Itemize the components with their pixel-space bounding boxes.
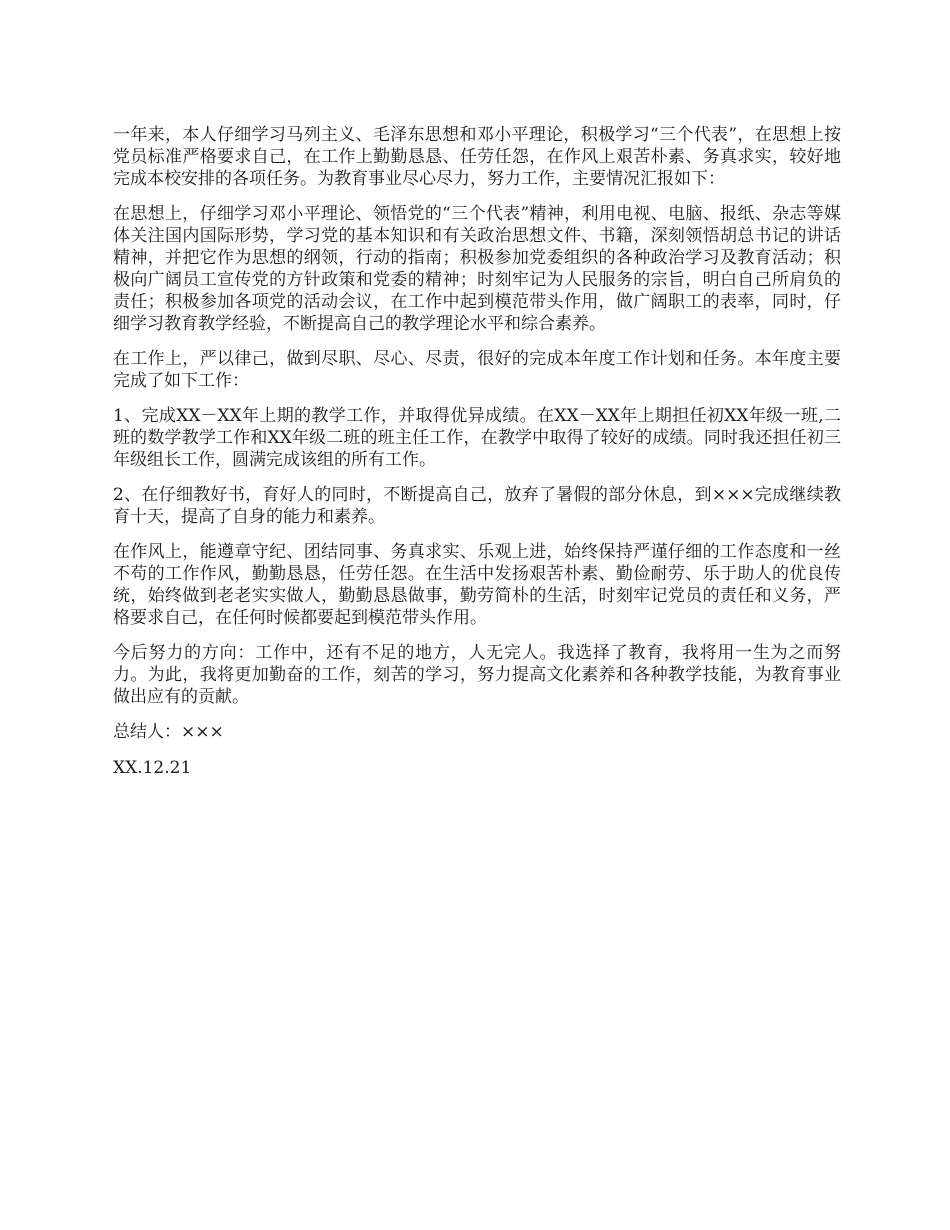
document-date: XX.12.21 xyxy=(113,758,192,778)
paragraph-work: 在工作上，严以律己，做到尽职、尽心、尽责，很好的完成本年度工作计划和任务。本年度主要完成了如下工作： xyxy=(113,349,841,391)
paragraph-future: 今后努力的方向：工作中，还有不足的地方，人无完人。我选择了教育，我将用一生为之而努力。为此，我将更加勤奋的工作，刻苦的学习，努力提高文化素养和各种教学技能，为教育事业做出应有的贡献。 xyxy=(113,643,841,707)
paragraph-ideology: 在思想上，仔细学习邓小平理论、领悟党的“三个代表”精神，利用电视、电脑、报纸、杂志等媒体关注国内国际形势，学习党的基本知识和有关政治思想文件、书籍，深刻领悟胡总书记的讲话精神，并把它作为思想的纲领，行动的指南；积极参加党委组织的各种政治学习及教育活动；积极向广阔员工宣传党的方针政策和党委的精神；时刻牢记为人民服务的宗旨，明白自己所肩负的责任；积极参加各项党的活动会议，在工作中起到模范带头作用，做广阔职工的表率，同时，仔细学习教育教学经验，不断提高自己的教学理论水平和综合素养。 xyxy=(113,204,841,334)
signature: 总结人：××× xyxy=(113,722,224,742)
paragraph-item-2: 2、在仔细教好书，育好人的同时，不断提高自己，放弃了暑假的部分休息，到×××完成继续教育十天，提高了自身的能力和素养。 xyxy=(113,485,841,527)
document-body xyxy=(113,124,841,793)
paragraph-intro: 一年来，本人仔细学习马列主义、毛泽东思想和邓小平理论，积极学习“三个代表”，在思想上按党员标准严格要求自己，在工作上勤勤恳恳、任劳任怨，在作风上艰苦朴素、务真求实，较好地完成本校安排的各项任务。为教育事业尽心尽力，努力工作，主要情况汇报如下： xyxy=(113,125,841,189)
paragraph-style: 在作风上，能遵章守纪、团结同事、务真求实、乐观上进，始终保持严谨仔细的工作态度和一丝不苟的工作作风，勤勤恳恳，任劳任怨。在生活中发扬艰苦朴素、勤俭耐劳、乐于助人的优良传统，始终做到老老实实做人，勤勤恳恳做事，勤劳简朴的生活，时刻牢记党员的责任和义务，严格要求自己，在任何时候都要起到模范带头作用。 xyxy=(113,542,841,628)
paragraph-item-1: 1、完成XX－XX年上期的教学工作，并取得优异成绩。在XX－XX年上期担任初XX年级一班,二班的数学教学工作和XX年级二班的班主任工作，在教学中取得了较好的成绩。同时我还担任初三年级组长工作，圆满完成该组的所有工作。 xyxy=(113,406,841,470)
